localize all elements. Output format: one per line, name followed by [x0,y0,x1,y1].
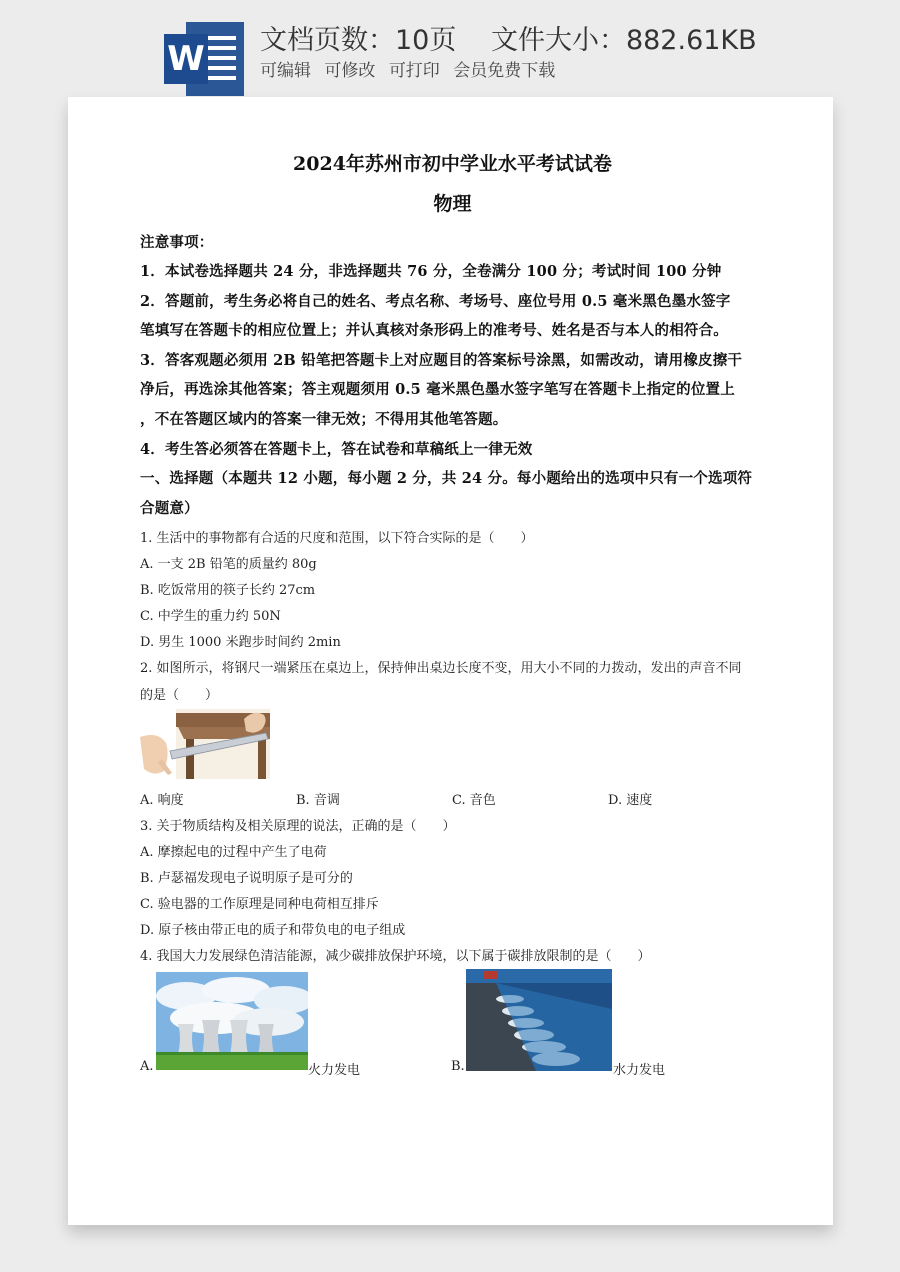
question-3-option-b: B. 卢瑟福发现电子说明原子是可分的 [140,871,353,886]
page-count: 文档页数：10页 [260,25,457,56]
thermal-power-plant-image [156,972,308,1070]
file-info [260,18,783,57]
question-1-option-d: D. 男生 1000 米跑步时间约 2min [140,635,341,650]
question-2-option-a: A. 响度 [140,793,184,808]
question-1-stem: 1. 生活中的事物都有合适的尺度和范围，以下符合实际的是（ ） [140,531,534,546]
note-line: 3．答客观题必须用 2B 铅笔把答题卡上对应题目的答案标号涂黑，如需改动，请用橡皮擦干 [140,352,743,369]
question-4-option-b-letter: B. [451,1059,465,1074]
question-3-option-c: C. 验电器的工作原理是同种电荷相互排斥 [140,897,379,912]
question-4-option-a-label: 火力发电 [308,1063,361,1078]
note-line: ，不在答题区域内的答案一律无效；不得用其他笔答题。 [140,411,508,428]
note-line: 2．答题前，考生务必将自己的姓名、考点名称、考场号、座位号用 0.5 毫米黑色墨水签字 [140,293,731,310]
download-banner [0,0,900,100]
note-line: 4．考生答必须答在答题卡上，答在试卷和草稿纸上一律无效 [140,441,533,458]
exam-title: 2024年苏州市初中学业水平考试试卷 [293,153,612,175]
question-4-option-a-letter: A. [140,1059,154,1074]
feature-free-download: 会员免费下载 [453,61,556,81]
feature-printable: 可打印 [388,61,440,81]
question-2-stem: 2. 如图所示，将钢尺一端紧压在桌边上，保持伸出桌边长度不变，用大小不同的力拨动，发出的声音不同 [140,661,742,676]
note-line: 净后，再选涂其他答案；答主观题须用 0.5 毫米黑色墨水签字笔写在答题卡上指定的位置上 [140,381,735,398]
feature-editable: 可编辑 [260,61,311,81]
document-page [68,97,833,1225]
word-document-icon [164,22,244,96]
word-logo-letter: W [164,34,208,84]
question-1-option-c: C. 中学生的重力约 50N [140,609,281,624]
question-2-option-b: B. 音调 [296,793,340,808]
question-3-option-a: A. 摩擦起电的过程中产生了电荷 [140,845,327,860]
exam-subject: 物理 [433,193,472,215]
question-2-option-d: D. 速度 [608,793,653,808]
ruler-on-table-figure [140,709,270,779]
file-size: 文件大小：882.61KB [490,25,757,56]
note-line: 1．本试卷选择题共 24 分，非选择题共 76 分，全卷满分 100 分；考试时间 100 分钟 [140,263,722,280]
question-3-stem: 3. 关于物质结构及相关原理的说法，正确的是（ ） [140,819,456,834]
question-4-stem: 4. 我国大力发展绿色清洁能源，减少碳排放保护环境，以下属于碳排放限制的是（ ） [140,949,651,964]
question-2-stem-cont: 的是（ ） [140,688,219,703]
question-1-option-a: A. 一支 2B 铅笔的质量约 80g [140,557,317,572]
hydro-power-dam-image [466,969,612,1071]
note-line: 笔填写在答题卡的相应位置上；并认真核对条形码上的准考号、姓名是否与本人的相符合。 [140,322,728,339]
question-1-option-b: B. 吃饭常用的筷子长约 27cm [140,583,316,598]
question-2-option-c: C. 音色 [452,793,496,808]
question-3-option-d: D. 原子核由带正电的质子和带负电的电子组成 [140,923,406,938]
question-4-option-b-label: 水力发电 [613,1063,666,1078]
section-heading-cont: 合题意） [140,500,199,517]
notes-heading: 注意事项： [140,234,214,251]
feature-list [260,56,563,81]
feature-modifiable: 可修改 [324,61,376,81]
section-heading: 一、选择题（本题共 12 小题，每小题 2 分，共 24 分。每小题给出的选项中只有一个选项符 [140,470,753,487]
